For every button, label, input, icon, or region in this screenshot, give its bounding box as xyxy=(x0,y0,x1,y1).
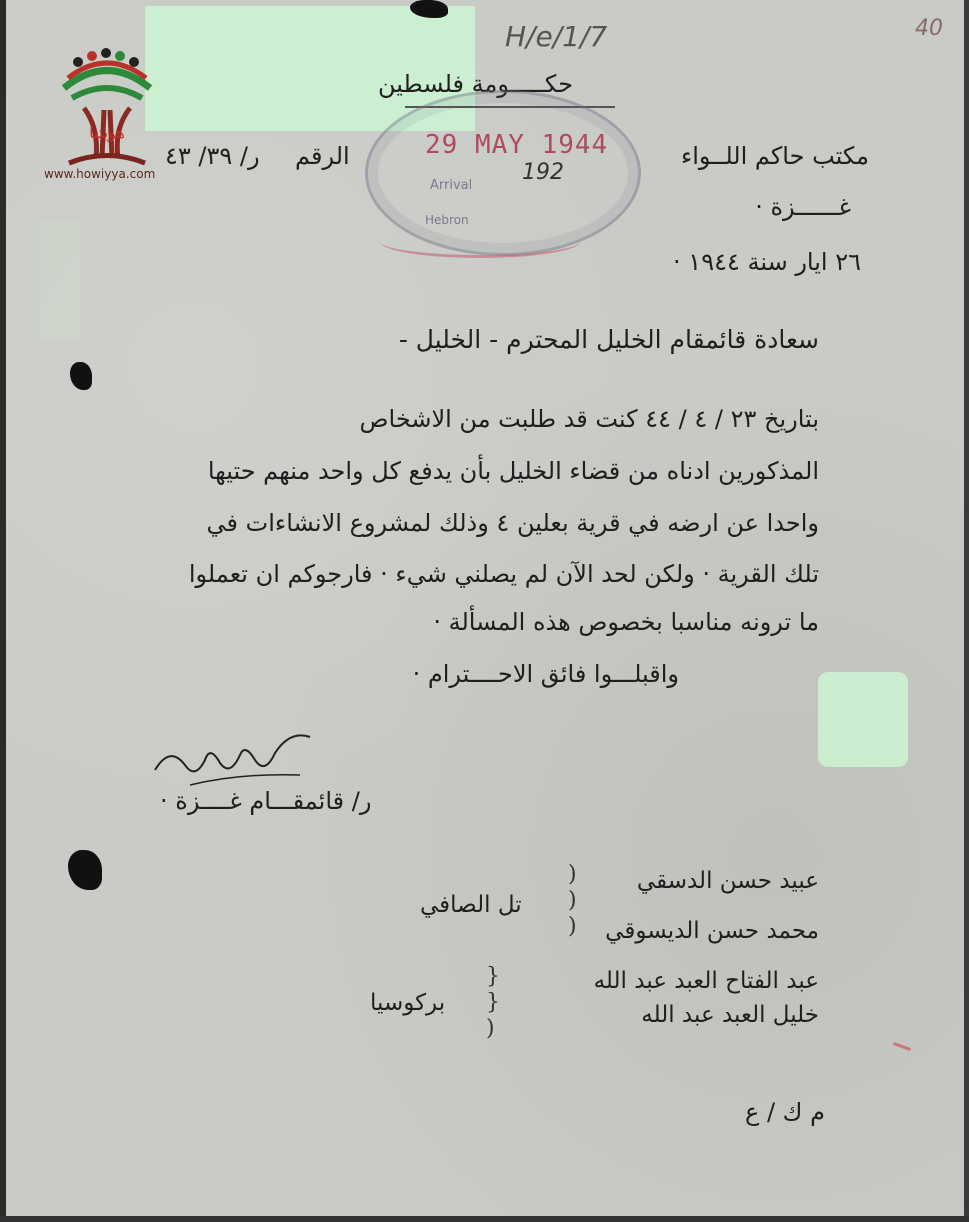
person-name: عبد الفتاح العبد عبد الله xyxy=(593,968,819,994)
stamp-arc xyxy=(380,225,580,258)
letter-date: ٢٦ ايار سنة ١٩٤٤ · xyxy=(673,248,861,276)
body-line: تلك القرية · ولكن لحد الآن لم يصلني شيء · فارجوكم ان تعملوا xyxy=(188,560,819,588)
stamp-arrival-text: Arrival xyxy=(430,178,473,193)
body-line: بتاريخ ٢٣ / ٤ / ٤٤ كنت قد طلبت من الاشخاص xyxy=(359,405,819,433)
red-mark xyxy=(893,1042,911,1051)
ink-blot xyxy=(68,850,102,890)
reference-label: الرقم xyxy=(295,142,350,170)
scan-edge-left xyxy=(0,0,6,1222)
body-line: ما ترونه مناسبا بخصوص هذه المسألة · xyxy=(433,608,819,636)
person-name: محمد حسن الديسوقي xyxy=(605,918,819,944)
logo-brand-text: هويتنا xyxy=(89,123,125,142)
ink-blot xyxy=(70,362,92,390)
logo-url: www.howiyya.com xyxy=(44,167,156,181)
closing-line: واقبلـــوا فائق الاحــــترام · xyxy=(412,660,679,688)
bracket-mark: ) xyxy=(568,914,577,939)
page-number: 40 xyxy=(915,16,943,41)
person-name: عبيد حسن الدسقي xyxy=(636,868,819,894)
reference-number: ر/ ٣٩/ ٤٣ xyxy=(165,142,260,170)
handwritten-signature-icon xyxy=(150,725,320,795)
signature-title: ر/ قائمقـــام غــــزة · xyxy=(160,787,372,815)
body-line: واحدا عن ارضه في قرية بعلين ٤ وذلك لمشروع الانشاءات في xyxy=(206,509,819,537)
government-title: حكـــــومة فلسطين xyxy=(378,70,574,98)
tree-logo-icon xyxy=(44,48,170,173)
bracket-mark: ) xyxy=(568,888,577,913)
stamp-bottom-text: Hebron xyxy=(425,213,469,227)
salutation: سعادة قائمقام الخليل المحترم - الخليل - xyxy=(398,325,819,354)
tape-strip xyxy=(818,672,908,767)
tape-strip xyxy=(40,220,80,340)
stamp-date: 29 MAY 1944 xyxy=(425,130,609,160)
office-name: مكتب حاكم اللــواء xyxy=(680,142,869,170)
scan-edge-right xyxy=(964,0,969,1222)
village-name: تل الصافي xyxy=(420,892,522,918)
pencil-reference: H/e/1/7 xyxy=(505,20,608,53)
person-name: خليل العبد عبد الله xyxy=(641,1002,819,1028)
initials: م ك / ع xyxy=(745,1098,825,1126)
stamp-handwritten-number: 192 xyxy=(522,160,564,185)
scan-edge-bottom xyxy=(0,1216,969,1222)
village-name: بركوسيا xyxy=(370,990,446,1016)
body-line: المذكورين ادناه من قضاء الخليل بأن يدفع كل واحد منهم حتيها xyxy=(207,457,819,485)
bracket-mark: ) xyxy=(568,862,577,887)
bracket-mark: } xyxy=(486,964,500,989)
office-city: غــــــزة · xyxy=(755,193,851,221)
bracket-mark: ) xyxy=(486,1016,495,1041)
bracket-mark: } xyxy=(486,990,500,1015)
